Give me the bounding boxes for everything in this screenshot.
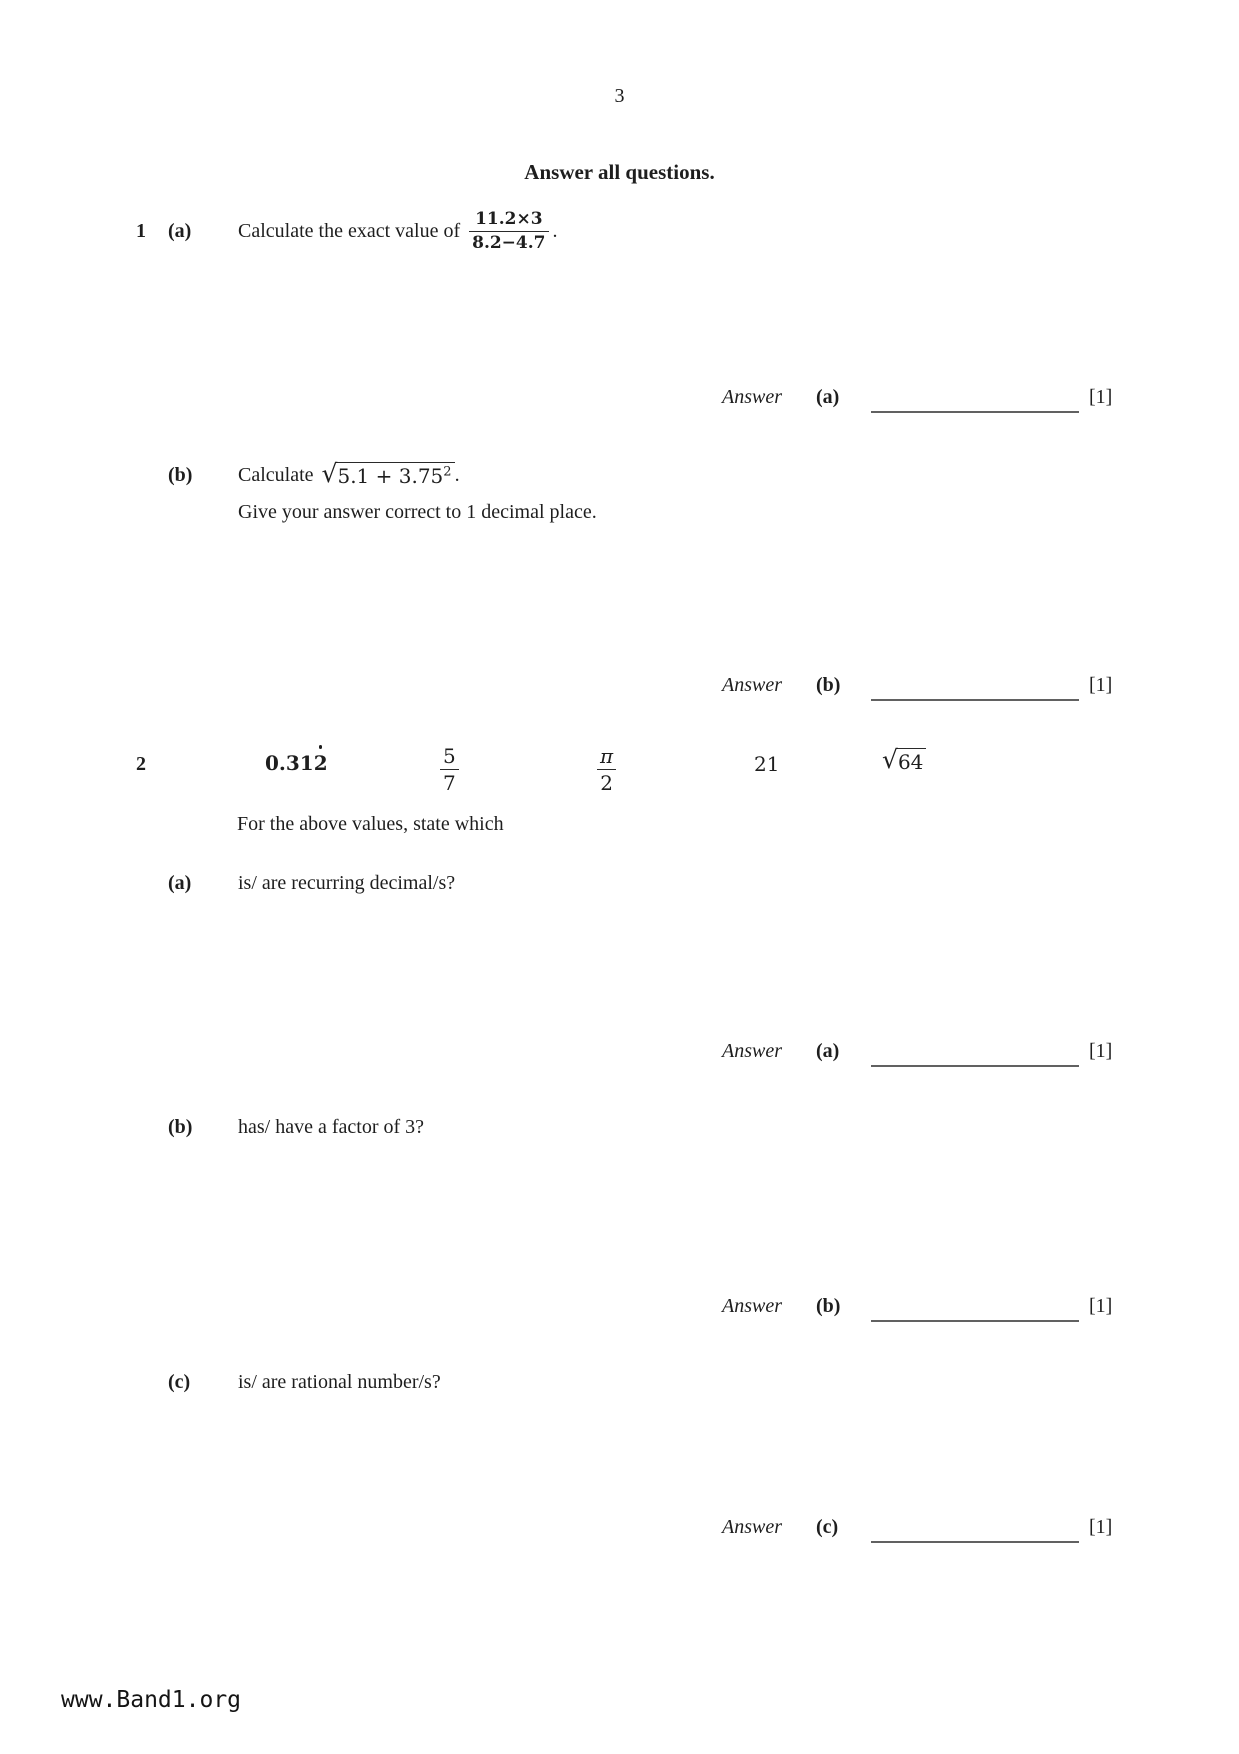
sentence-period: . (454, 464, 460, 486)
marks-badge: [1] (1089, 1295, 1113, 1317)
answer-part-label: (c) (816, 1516, 839, 1538)
marks-badge: [1] (1089, 1516, 1113, 1538)
answer-prefix: Answer (722, 1516, 782, 1538)
answer-blank-line (871, 1320, 1079, 1322)
answer-row-q2a (722, 1037, 1142, 1067)
sqrt-expression (321, 459, 455, 488)
part-a-label: (a) (168, 872, 192, 894)
marks-badge: [1] (1089, 674, 1113, 696)
fraction-denominator: 7 (440, 769, 459, 794)
answer-prefix: Answer (722, 1295, 782, 1317)
answer-prefix: Answer (722, 1040, 782, 1062)
fraction-numerator: 5 (443, 744, 456, 768)
fraction-numerator: 11.2×3 (475, 208, 543, 229)
answer-prefix: Answer (722, 674, 782, 696)
question-2a-text: is/ are recurring decimal/s? (238, 872, 456, 894)
answer-blank-line (871, 411, 1079, 413)
value-fraction-five-sevenths (440, 745, 459, 794)
footer-url: www.Band1.org (61, 1687, 242, 1713)
value-pi-over-two (597, 745, 616, 794)
answer-prefix: Answer (722, 386, 782, 408)
recurring-digit-with-dot: 2 (313, 751, 328, 775)
question-2b-text: has/ have a factor of 3? (238, 1116, 425, 1138)
part-c-label: (c) (168, 1371, 191, 1393)
question-1-part-a (136, 204, 558, 258)
radical-sign: √ (882, 745, 898, 774)
answer-row-q2b (722, 1292, 1142, 1322)
fraction-numerator: π (600, 744, 614, 768)
value-integer: 21 (754, 752, 780, 776)
question-2-number: 2 (136, 753, 146, 775)
radicand-text: 5.1 + 3.75 (337, 464, 444, 488)
value-sqrt-64 (882, 745, 926, 774)
exponent: 2 (443, 464, 452, 480)
radical-sign: √ (321, 459, 338, 488)
answer-blank-line (871, 699, 1079, 701)
answer-part-label: (a) (816, 1040, 840, 1062)
radicand: 64 (896, 748, 926, 774)
answer-row-q1a (722, 383, 1142, 413)
marks-badge: [1] (1089, 386, 1113, 408)
answer-blank-line (871, 1065, 1079, 1067)
recurring-prefix: 0.31 (265, 751, 314, 775)
marks-badge: [1] (1089, 1040, 1113, 1062)
question-2c-text: is/ are rational number/s? (238, 1371, 441, 1393)
answer-row-q1b (722, 671, 1142, 701)
answer-blank-line (871, 1541, 1079, 1543)
fraction-denominator: 8.2−4.7 (469, 231, 548, 253)
question-2-intro: For the above values, state which (237, 813, 504, 835)
sentence-period: . (552, 219, 558, 242)
answer-part-label: (a) (816, 386, 840, 408)
part-b-prompt: Calculate (238, 464, 314, 486)
fraction-expression (469, 210, 548, 252)
page-number: 3 (614, 85, 625, 107)
part-b-label: (b) (168, 1116, 193, 1138)
radicand (335, 462, 454, 488)
question-1-number: 1 (136, 219, 146, 242)
part-a-label: (a) (168, 219, 192, 242)
part-b-instruction: Give your answer correct to 1 decimal place. (238, 501, 597, 523)
section-heading: Answer all questions. (524, 160, 715, 184)
fraction-denominator: 2 (597, 769, 616, 794)
recurring-decimal-value (265, 751, 328, 775)
answer-row-q2c (722, 1513, 1142, 1543)
question-1b-line1 (238, 458, 460, 492)
part-a-prompt: Calculate the exact value of (238, 219, 461, 242)
answer-part-label: (b) (816, 674, 841, 696)
part-b-label: (b) (168, 464, 193, 486)
answer-part-label: (b) (816, 1295, 841, 1317)
